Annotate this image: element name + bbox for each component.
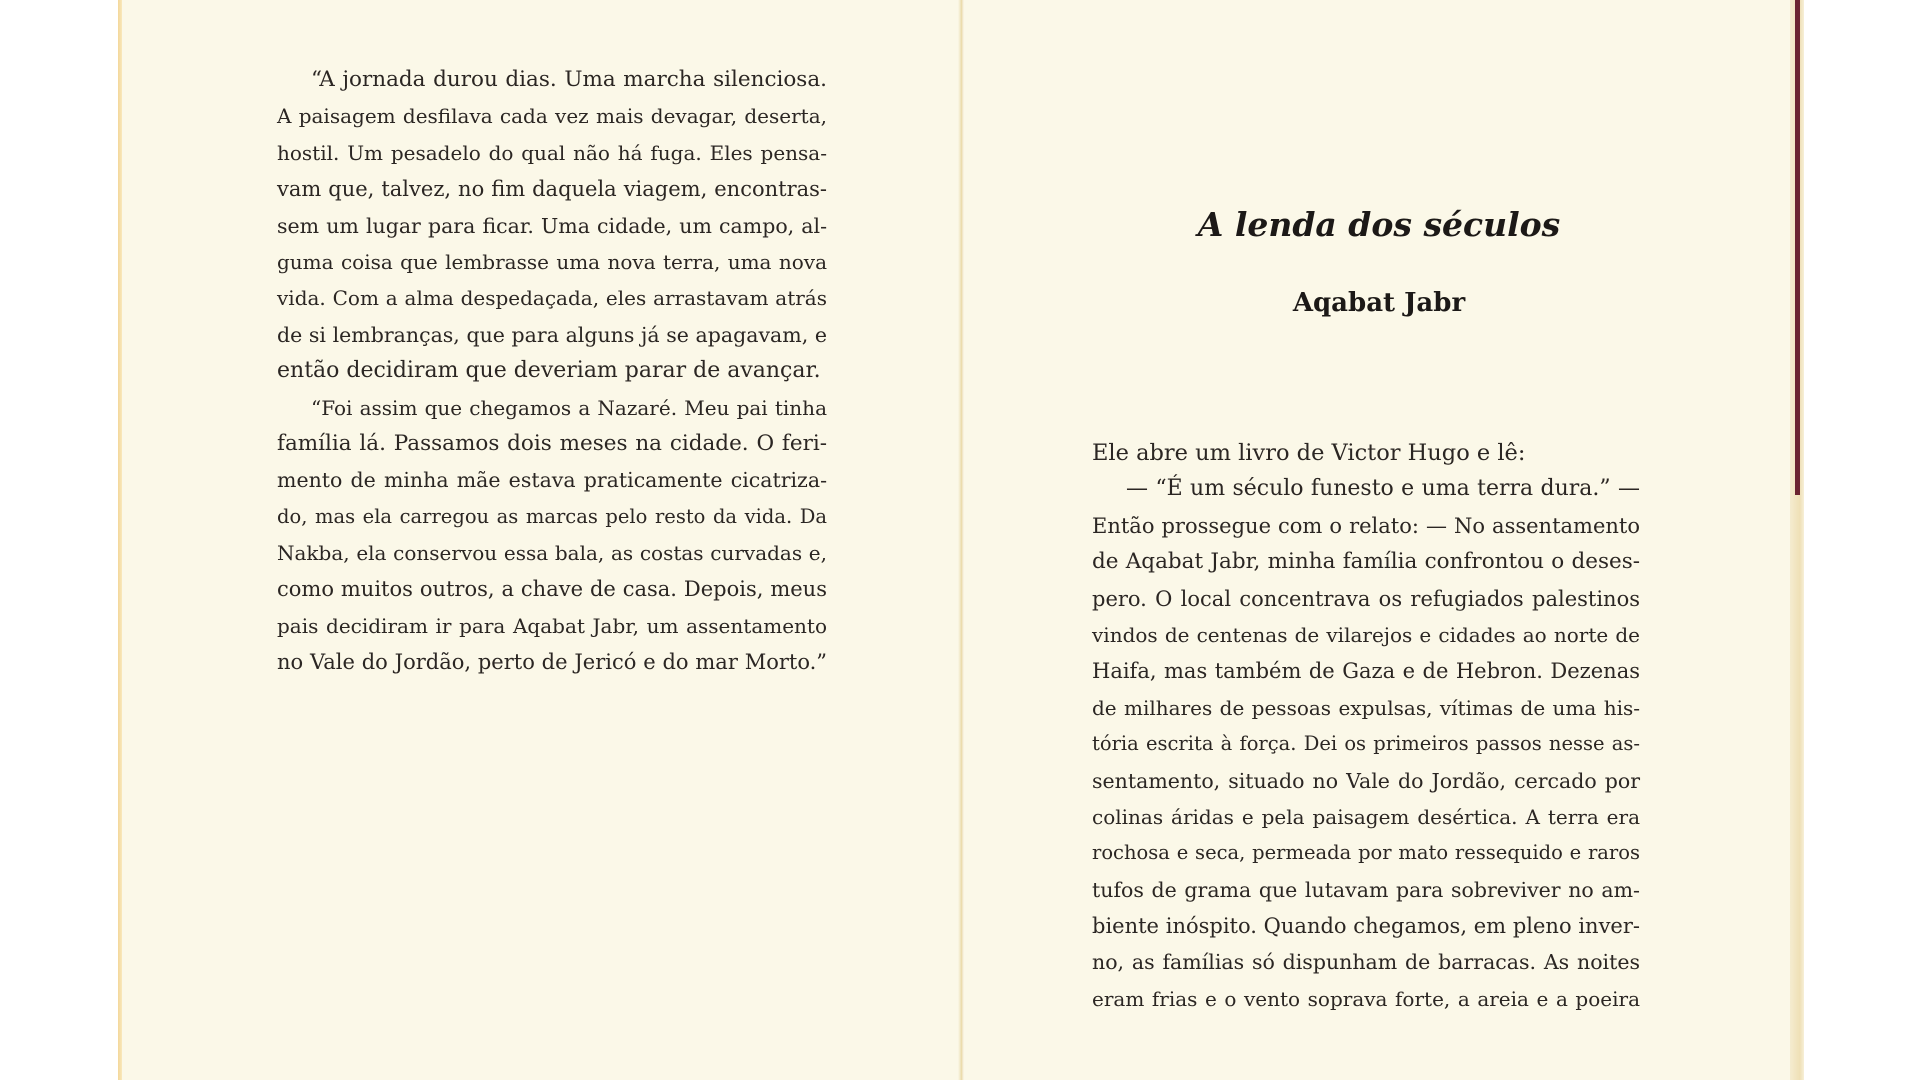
text-line: biente inóspito. Quando chegamos, em pleno inver- <box>1092 914 1640 939</box>
chapter-subtitle: Aqabat Jabr <box>1292 288 1466 318</box>
text-line: vam que, talvez, no fim daquela viagem, encontras- <box>277 177 827 202</box>
text-line: “Foi assim que chegamos a Nazaré. Meu pai tinha <box>311 395 827 420</box>
right-page-text <box>1092 435 1640 1017</box>
text-line: de si lembranças, que para alguns já se apagavam, e <box>277 322 827 347</box>
text-line: hostil. Um pesadelo do qual não há fuga. Eles pensa- <box>277 140 827 165</box>
text-line: no, as famílias só dispunham de barracas. As noites <box>1092 950 1640 975</box>
right-page <box>964 0 1794 1080</box>
text-line: eram frias e o vento soprava forte, a areia e a poeira <box>1092 986 1640 1011</box>
book-cover-strip <box>1795 0 1800 495</box>
text-line: mento de minha mãe estava praticamente cicatriza- <box>277 468 827 493</box>
text-line: “A jornada durou dias. Uma marcha silenciosa. <box>311 67 827 92</box>
text-line: sentamento, situado no Vale do Jordão, cercado por <box>1092 768 1640 793</box>
text-line: do, mas ela carregou as marcas pelo resto da vida. Da <box>277 504 827 528</box>
text-line: — “É um século funesto e uma terra dura.” — <box>1126 476 1640 502</box>
text-line: Ele abre um livro de Victor Hugo e lê: <box>1092 440 1526 466</box>
text-line: Então prossegue com o relato: — No assentamento <box>1092 513 1640 538</box>
text-line: vida. Com a alma despedaçada, eles arrastavam atrás <box>277 286 827 311</box>
text-line: de milhares de pessoas expulsas, vítimas de uma his- <box>1092 695 1640 720</box>
text-line: colinas áridas e pela paisagem desértica. A terra era <box>1092 804 1640 829</box>
text-line: de Aqabat Jabr, minha família confrontou o deses- <box>1092 549 1640 575</box>
text-line: família lá. Passamos dois meses na cidade. O feri- <box>277 430 827 456</box>
text-line: vindos de centenas de vilarejos e cidades ao norte de <box>1092 622 1640 647</box>
text-line: sem um lugar para ficar. Uma cidade, um campo, al- <box>277 213 827 238</box>
text-line: no Vale do Jordão, perto de Jericó e do mar Morto.” <box>277 650 827 675</box>
text-line: como muitos outros, a chave de casa. Depois, meus <box>277 577 827 602</box>
left-page <box>122 0 958 1080</box>
text-line: pais decidiram ir para Aqabat Jabr, um assentamento <box>277 613 827 638</box>
text-line: tória escrita à força. Dei os primeiros passos nesse as- <box>1092 732 1640 756</box>
chapter-title: A lenda dos séculos <box>1197 205 1561 244</box>
text-line: Nakba, ela conservou essa bala, as costas curvadas e, <box>277 541 827 566</box>
text-line: pero. O local concentrava os refugiados palestinos <box>1092 586 1640 611</box>
text-line: Haifa, mas também de Gaza e de Hebron. Dezenas <box>1092 659 1640 684</box>
text-line: A paisagem desfilava cada vez mais devagar, deserta, <box>277 104 827 129</box>
left-page-text <box>277 62 827 681</box>
text-line: então decidiram que deveriam parar de avançar. <box>277 358 821 384</box>
text-line: rochosa e seca, permeada por mato ressequido e raros <box>1092 841 1640 865</box>
text-line: guma coisa que lembrasse uma nova terra, uma nova <box>277 249 827 274</box>
text-line: tufos de grama que lutavam para sobreviver no am- <box>1092 877 1640 902</box>
